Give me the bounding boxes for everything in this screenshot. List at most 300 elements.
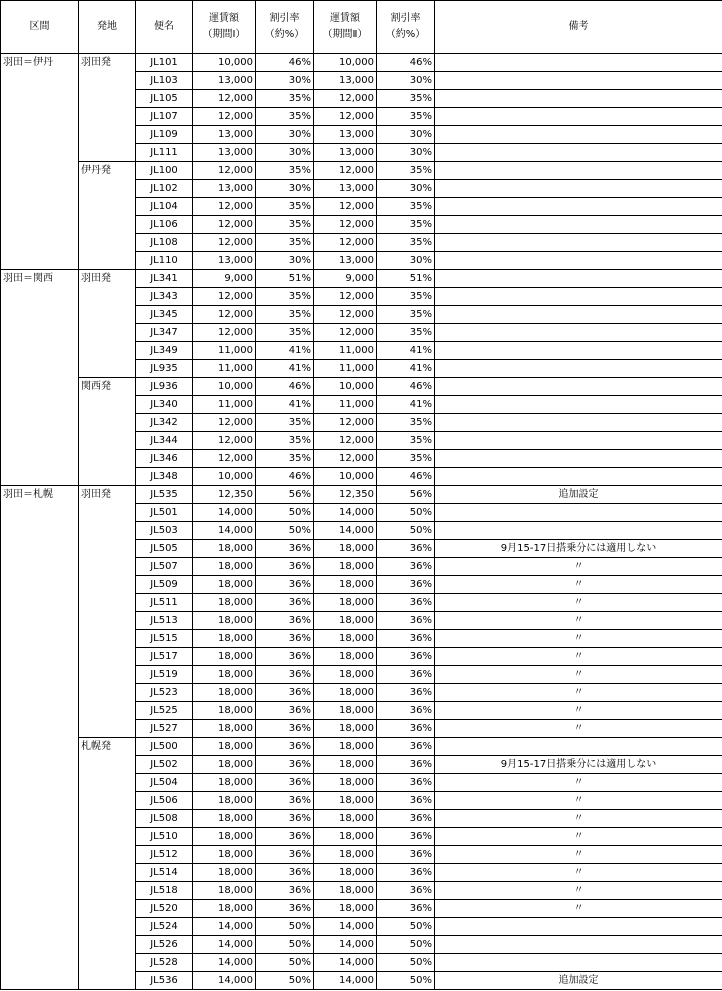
flight-cell: JL502	[136, 756, 193, 774]
flight-cell: JL507	[136, 558, 193, 576]
flight-cell: JL526	[136, 936, 193, 954]
discount-period2-cell: 35%	[377, 216, 435, 234]
flight-cell: JL535	[136, 486, 193, 504]
fare-period1-cell: 12,000	[193, 432, 256, 450]
flight-cell: JL935	[136, 360, 193, 378]
discount-period2-cell: 36%	[377, 846, 435, 864]
note-cell	[435, 936, 722, 954]
note-cell: 〃	[435, 720, 722, 738]
flight-cell: JL518	[136, 882, 193, 900]
fare-period1-cell: 11,000	[193, 360, 256, 378]
note-cell: 〃	[435, 864, 722, 882]
discount-period1-cell: 41%	[256, 360, 314, 378]
note-cell	[435, 72, 722, 90]
flight-cell: JL513	[136, 612, 193, 630]
note-cell	[435, 414, 722, 432]
fare-period2-cell: 12,000	[314, 306, 377, 324]
discount-period2-cell: 35%	[377, 324, 435, 342]
fare-period1-cell: 12,000	[193, 90, 256, 108]
fare-period1-cell: 12,000	[193, 162, 256, 180]
fare-period2-cell: 12,350	[314, 486, 377, 504]
discount-period1-cell: 35%	[256, 288, 314, 306]
flight-cell: JL109	[136, 126, 193, 144]
flight-cell: JL104	[136, 198, 193, 216]
discount-period1-cell: 56%	[256, 486, 314, 504]
fare-period2-cell: 18,000	[314, 540, 377, 558]
table-row	[1, 162, 722, 180]
fare-period1-cell: 12,350	[193, 486, 256, 504]
fare-period1-cell: 11,000	[193, 342, 256, 360]
discount-period1-cell: 35%	[256, 234, 314, 252]
note-cell	[435, 450, 722, 468]
discount-period2-cell: 36%	[377, 828, 435, 846]
flight-cell: JL340	[136, 396, 193, 414]
fare-period1-cell: 12,000	[193, 288, 256, 306]
discount-period1-cell: 46%	[256, 54, 314, 72]
flight-cell: JL108	[136, 234, 193, 252]
discount-period2-cell: 36%	[377, 540, 435, 558]
fare-period1-cell: 12,000	[193, 306, 256, 324]
note-cell	[435, 162, 722, 180]
note-cell: 9月15-17日搭乗分には適用しない	[435, 756, 722, 774]
fare-period2-cell: 10,000	[314, 54, 377, 72]
discount-period1-cell: 36%	[256, 864, 314, 882]
table-row	[1, 486, 722, 504]
fare-period1-cell: 18,000	[193, 864, 256, 882]
flight-cell: JL106	[136, 216, 193, 234]
fare-period1-cell: 12,000	[193, 234, 256, 252]
discount-period1-cell: 35%	[256, 198, 314, 216]
flight-cell: JL524	[136, 918, 193, 936]
fare-period1-cell: 14,000	[193, 972, 256, 990]
discount-period2-cell: 36%	[377, 594, 435, 612]
note-cell	[435, 378, 722, 396]
flight-cell: JL111	[136, 144, 193, 162]
discount-period2-cell: 51%	[377, 270, 435, 288]
note-cell	[435, 126, 722, 144]
fare-period1-cell: 12,000	[193, 414, 256, 432]
discount-period1-cell: 35%	[256, 324, 314, 342]
discount-period2-cell: 30%	[377, 180, 435, 198]
fare-period1-cell: 12,000	[193, 198, 256, 216]
discount-period1-cell: 36%	[256, 720, 314, 738]
fare-period2-cell: 12,000	[314, 162, 377, 180]
discount-period2-cell: 46%	[377, 468, 435, 486]
discount-period2-cell: 36%	[377, 684, 435, 702]
fare-period2-cell: 12,000	[314, 216, 377, 234]
fare-period1-cell: 18,000	[193, 756, 256, 774]
fare-period2-cell: 18,000	[314, 576, 377, 594]
flight-cell: JL536	[136, 972, 193, 990]
fare-period2-cell: 14,000	[314, 522, 377, 540]
flight-cell: JL509	[136, 576, 193, 594]
fare-period1-cell: 14,000	[193, 954, 256, 972]
flight-cell: JL105	[136, 90, 193, 108]
note-cell	[435, 288, 722, 306]
discount-period2-cell: 35%	[377, 450, 435, 468]
section-cell: 羽田＝関西	[1, 270, 79, 486]
discount-period2-cell: 36%	[377, 900, 435, 918]
discount-period2-cell: 36%	[377, 648, 435, 666]
fare-period2-cell: 18,000	[314, 756, 377, 774]
fare-period2-cell: 18,000	[314, 882, 377, 900]
fare-period2-cell: 12,000	[314, 108, 377, 126]
discount-period2-cell: 35%	[377, 198, 435, 216]
flight-cell: JL342	[136, 414, 193, 432]
fare-period1-cell: 18,000	[193, 684, 256, 702]
discount-period1-cell: 36%	[256, 630, 314, 648]
discount-period1-cell: 36%	[256, 846, 314, 864]
discount-period1-cell: 51%	[256, 270, 314, 288]
flight-cell: JL346	[136, 450, 193, 468]
note-cell: 追加設定	[435, 486, 722, 504]
discount-period2-cell: 36%	[377, 792, 435, 810]
discount-period1-cell: 41%	[256, 396, 314, 414]
flight-cell: JL508	[136, 810, 193, 828]
note-cell: 〃	[435, 882, 722, 900]
discount-period2-cell: 36%	[377, 774, 435, 792]
note-cell	[435, 270, 722, 288]
fare-period2-cell: 12,000	[314, 198, 377, 216]
discount-period2-cell: 36%	[377, 810, 435, 828]
discount-period2-cell: 36%	[377, 756, 435, 774]
fare-period2-cell: 10,000	[314, 378, 377, 396]
discount-period1-cell: 46%	[256, 378, 314, 396]
flight-cell: JL506	[136, 792, 193, 810]
flight-cell: JL515	[136, 630, 193, 648]
fare-period1-cell: 13,000	[193, 126, 256, 144]
fare-period2-cell: 18,000	[314, 630, 377, 648]
fare-period1-cell: 13,000	[193, 144, 256, 162]
flight-cell: JL520	[136, 900, 193, 918]
discount-period2-cell: 50%	[377, 972, 435, 990]
note-cell	[435, 144, 722, 162]
discount-period1-cell: 50%	[256, 522, 314, 540]
note-cell	[435, 954, 722, 972]
discount-period2-cell: 50%	[377, 504, 435, 522]
fare-period1-cell: 18,000	[193, 882, 256, 900]
discount-period2-cell: 41%	[377, 342, 435, 360]
fare-period2-cell: 12,000	[314, 450, 377, 468]
fare-period2-cell: 18,000	[314, 684, 377, 702]
discount-period2-cell: 46%	[377, 378, 435, 396]
discount-period2-cell: 35%	[377, 234, 435, 252]
flight-cell: JL349	[136, 342, 193, 360]
note-cell	[435, 432, 722, 450]
flight-cell: JL504	[136, 774, 193, 792]
discount-period2-cell: 56%	[377, 486, 435, 504]
discount-period2-cell: 50%	[377, 936, 435, 954]
flight-cell: JL500	[136, 738, 193, 756]
note-cell	[435, 180, 722, 198]
discount-period2-cell: 30%	[377, 144, 435, 162]
fare-period1-cell: 18,000	[193, 900, 256, 918]
discount-period2-cell: 36%	[377, 558, 435, 576]
flight-cell: JL100	[136, 162, 193, 180]
fare-period1-cell: 11,000	[193, 396, 256, 414]
flight-cell: JL341	[136, 270, 193, 288]
discount-period2-cell: 36%	[377, 720, 435, 738]
fare-period2-cell: 18,000	[314, 774, 377, 792]
header-discount-period2: 割引率 （約%）	[377, 1, 435, 54]
discount-period1-cell: 50%	[256, 918, 314, 936]
fare-period2-cell: 12,000	[314, 324, 377, 342]
fare-period2-cell: 11,000	[314, 342, 377, 360]
note-cell: 追加設定	[435, 972, 722, 990]
discount-period2-cell: 36%	[377, 702, 435, 720]
discount-period1-cell: 30%	[256, 72, 314, 90]
discount-period2-cell: 36%	[377, 612, 435, 630]
fare-period2-cell: 13,000	[314, 252, 377, 270]
discount-period2-cell: 30%	[377, 72, 435, 90]
fare-period1-cell: 14,000	[193, 918, 256, 936]
header-fare-period1: 運賃額 （期間Ⅰ）	[193, 1, 256, 54]
note-cell	[435, 54, 722, 72]
discount-period1-cell: 30%	[256, 180, 314, 198]
flight-cell: JL107	[136, 108, 193, 126]
fare-period1-cell: 18,000	[193, 612, 256, 630]
fare-period2-cell: 12,000	[314, 90, 377, 108]
discount-period1-cell: 35%	[256, 450, 314, 468]
note-cell	[435, 324, 722, 342]
flight-cell: JL517	[136, 648, 193, 666]
discount-period2-cell: 35%	[377, 162, 435, 180]
fare-period1-cell: 14,000	[193, 504, 256, 522]
flight-cell: JL936	[136, 378, 193, 396]
note-cell: 〃	[435, 684, 722, 702]
fare-period2-cell: 14,000	[314, 954, 377, 972]
fare-period1-cell: 18,000	[193, 828, 256, 846]
note-cell	[435, 504, 722, 522]
fare-period2-cell: 12,000	[314, 414, 377, 432]
fare-period1-cell: 13,000	[193, 72, 256, 90]
flight-cell: JL343	[136, 288, 193, 306]
header-flight: 便名	[136, 1, 193, 54]
origin-cell: 札幌発	[79, 738, 136, 990]
fare-period2-cell: 18,000	[314, 648, 377, 666]
header-note: 備考	[435, 1, 722, 54]
origin-cell: 羽田発	[79, 486, 136, 738]
fare-period1-cell: 18,000	[193, 738, 256, 756]
discount-period2-cell: 50%	[377, 918, 435, 936]
note-cell	[435, 90, 722, 108]
discount-period1-cell: 35%	[256, 432, 314, 450]
discount-period1-cell: 50%	[256, 954, 314, 972]
discount-period1-cell: 36%	[256, 540, 314, 558]
discount-period1-cell: 36%	[256, 558, 314, 576]
flight-cell: JL110	[136, 252, 193, 270]
fare-period2-cell: 12,000	[314, 234, 377, 252]
discount-period2-cell: 50%	[377, 954, 435, 972]
fare-period1-cell: 18,000	[193, 594, 256, 612]
origin-cell: 伊丹発	[79, 162, 136, 270]
discount-period1-cell: 41%	[256, 342, 314, 360]
note-cell: 9月15-17日搭乗分には適用しない	[435, 540, 722, 558]
discount-period1-cell: 35%	[256, 306, 314, 324]
header-origin: 発地	[79, 1, 136, 54]
flight-cell: JL528	[136, 954, 193, 972]
discount-period2-cell: 35%	[377, 288, 435, 306]
note-cell: 〃	[435, 630, 722, 648]
note-cell: 〃	[435, 702, 722, 720]
fare-period2-cell: 18,000	[314, 720, 377, 738]
fare-period2-cell: 14,000	[314, 918, 377, 936]
fare-period1-cell: 10,000	[193, 54, 256, 72]
fare-period2-cell: 11,000	[314, 396, 377, 414]
fare-period2-cell: 18,000	[314, 702, 377, 720]
fare-period1-cell: 12,000	[193, 450, 256, 468]
fare-period1-cell: 12,000	[193, 324, 256, 342]
discount-period2-cell: 41%	[377, 360, 435, 378]
note-cell	[435, 252, 722, 270]
discount-period1-cell: 35%	[256, 216, 314, 234]
origin-cell: 羽田発	[79, 54, 136, 162]
note-cell: 〃	[435, 594, 722, 612]
fare-period1-cell: 18,000	[193, 846, 256, 864]
discount-period1-cell: 46%	[256, 468, 314, 486]
flight-cell: JL523	[136, 684, 193, 702]
header-fare-period2: 運賃額 （期間Ⅱ）	[314, 1, 377, 54]
fare-period2-cell: 18,000	[314, 828, 377, 846]
fare-period2-cell: 13,000	[314, 126, 377, 144]
table-row	[1, 378, 722, 396]
fare-period1-cell: 10,000	[193, 468, 256, 486]
fare-period1-cell: 18,000	[193, 630, 256, 648]
discount-period1-cell: 36%	[256, 774, 314, 792]
flight-cell: JL510	[136, 828, 193, 846]
discount-period1-cell: 36%	[256, 828, 314, 846]
discount-period2-cell: 36%	[377, 738, 435, 756]
discount-period1-cell: 36%	[256, 594, 314, 612]
fare-period1-cell: 18,000	[193, 648, 256, 666]
fare-period1-cell: 18,000	[193, 810, 256, 828]
fare-period1-cell: 18,000	[193, 720, 256, 738]
discount-period1-cell: 36%	[256, 612, 314, 630]
discount-period2-cell: 36%	[377, 666, 435, 684]
origin-cell: 関西発	[79, 378, 136, 486]
note-cell	[435, 468, 722, 486]
fare-period2-cell: 18,000	[314, 810, 377, 828]
fare-period1-cell: 18,000	[193, 558, 256, 576]
discount-period1-cell: 50%	[256, 936, 314, 954]
flight-cell: JL512	[136, 846, 193, 864]
table-row	[1, 54, 722, 72]
discount-period1-cell: 35%	[256, 108, 314, 126]
discount-period1-cell: 36%	[256, 756, 314, 774]
discount-period1-cell: 50%	[256, 504, 314, 522]
discount-period2-cell: 35%	[377, 90, 435, 108]
flight-cell: JL525	[136, 702, 193, 720]
section-cell: 羽田＝札幌	[1, 486, 79, 990]
flight-cell: JL505	[136, 540, 193, 558]
fare-period2-cell: 18,000	[314, 594, 377, 612]
fare-period1-cell: 18,000	[193, 576, 256, 594]
table-row	[1, 738, 722, 756]
fare-period2-cell: 14,000	[314, 936, 377, 954]
flight-cell: JL102	[136, 180, 193, 198]
discount-period1-cell: 36%	[256, 684, 314, 702]
fare-period1-cell: 12,000	[193, 216, 256, 234]
fare-period2-cell: 14,000	[314, 972, 377, 990]
table-row	[1, 270, 722, 288]
fare-period1-cell: 14,000	[193, 522, 256, 540]
note-cell	[435, 342, 722, 360]
section-cell: 羽田＝伊丹	[1, 54, 79, 270]
discount-period2-cell: 41%	[377, 396, 435, 414]
flight-cell: JL103	[136, 72, 193, 90]
flight-cell: JL519	[136, 666, 193, 684]
discount-period2-cell: 30%	[377, 252, 435, 270]
fare-period1-cell: 18,000	[193, 774, 256, 792]
discount-period2-cell: 35%	[377, 108, 435, 126]
fare-period1-cell: 18,000	[193, 540, 256, 558]
note-cell	[435, 306, 722, 324]
note-cell: 〃	[435, 774, 722, 792]
note-cell	[435, 198, 722, 216]
note-cell	[435, 918, 722, 936]
note-cell	[435, 108, 722, 126]
discount-period2-cell: 36%	[377, 864, 435, 882]
note-cell: 〃	[435, 900, 722, 918]
note-cell: 〃	[435, 648, 722, 666]
flight-cell: JL511	[136, 594, 193, 612]
discount-period1-cell: 36%	[256, 792, 314, 810]
fare-period2-cell: 11,000	[314, 360, 377, 378]
discount-period1-cell: 35%	[256, 162, 314, 180]
fare-period2-cell: 12,000	[314, 288, 377, 306]
discount-period2-cell: 36%	[377, 630, 435, 648]
discount-period2-cell: 30%	[377, 126, 435, 144]
header-discount-period1: 割引率 （約%）	[256, 1, 314, 54]
discount-period2-cell: 35%	[377, 306, 435, 324]
note-cell: 〃	[435, 828, 722, 846]
fare-period2-cell: 18,000	[314, 792, 377, 810]
fare-period2-cell: 18,000	[314, 738, 377, 756]
fare-period2-cell: 18,000	[314, 900, 377, 918]
flight-cell: JL344	[136, 432, 193, 450]
fare-period2-cell: 10,000	[314, 468, 377, 486]
discount-period2-cell: 35%	[377, 432, 435, 450]
flight-cell: JL101	[136, 54, 193, 72]
note-cell	[435, 522, 722, 540]
fare-period2-cell: 13,000	[314, 180, 377, 198]
flight-cell: JL503	[136, 522, 193, 540]
discount-period2-cell: 50%	[377, 522, 435, 540]
fare-period2-cell: 18,000	[314, 612, 377, 630]
note-cell: 〃	[435, 792, 722, 810]
discount-period1-cell: 36%	[256, 738, 314, 756]
discount-period1-cell: 30%	[256, 252, 314, 270]
note-cell: 〃	[435, 576, 722, 594]
note-cell: 〃	[435, 558, 722, 576]
discount-period2-cell: 46%	[377, 54, 435, 72]
fare-period1-cell: 13,000	[193, 252, 256, 270]
note-cell	[435, 216, 722, 234]
table-body	[1, 54, 722, 990]
fare-period2-cell: 13,000	[314, 72, 377, 90]
fare-period2-cell: 18,000	[314, 864, 377, 882]
discount-period1-cell: 50%	[256, 972, 314, 990]
flight-cell: JL527	[136, 720, 193, 738]
note-cell	[435, 234, 722, 252]
discount-period1-cell: 36%	[256, 648, 314, 666]
fare-period2-cell: 12,000	[314, 432, 377, 450]
note-cell	[435, 360, 722, 378]
header-section: 区間	[1, 1, 79, 54]
discount-period1-cell: 36%	[256, 900, 314, 918]
note-cell: 〃	[435, 810, 722, 828]
discount-period2-cell: 36%	[377, 882, 435, 900]
